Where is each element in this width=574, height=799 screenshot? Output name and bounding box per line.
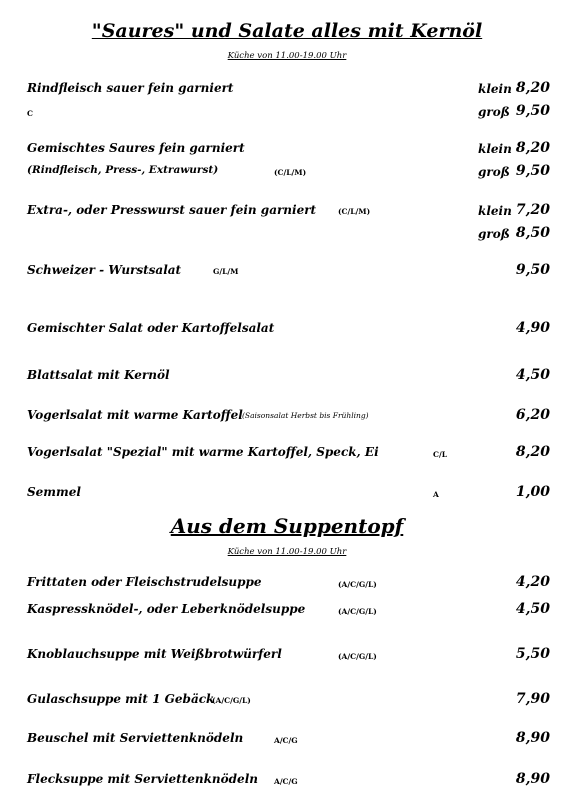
price: 9,50 bbox=[515, 262, 550, 278]
menu-item-name: Kaspressknödel-, oder Leberknödelsuppe bbox=[27, 602, 306, 616]
size-label: klein bbox=[478, 142, 512, 156]
kitchen-hours: Küche von 11.00-19.00 Uhr bbox=[227, 547, 347, 557]
menu-item-name: Rindfleisch sauer fein garniert bbox=[27, 81, 234, 95]
menu-item-name: Vogerlsalat "Spezial" mit warme Kartoffel, Speck, Ei bbox=[27, 445, 379, 459]
price: 5,50 bbox=[515, 646, 550, 662]
menu-item-name: Schweizer - Wurstsalat bbox=[27, 263, 182, 277]
allergen-code: G/L/M bbox=[213, 267, 239, 276]
section-title-soups: Aus dem Suppentopf bbox=[170, 514, 404, 538]
size-label: groß bbox=[478, 165, 510, 179]
price: 7,20 bbox=[515, 202, 550, 218]
price: 4,20 bbox=[515, 574, 550, 590]
price: 6,20 bbox=[515, 407, 550, 423]
kitchen-hours: Küche von 11.00-19.00 Uhr bbox=[227, 51, 347, 61]
allergen-code: (A/C/G/L) bbox=[338, 652, 377, 661]
size-label: groß bbox=[478, 105, 510, 119]
menu-item-name: Beuschel mit Serviettenknödeln bbox=[27, 731, 244, 745]
allergen-code: (A/C/G/L) bbox=[212, 696, 251, 705]
size-label: klein bbox=[478, 204, 512, 218]
price: 8,20 bbox=[515, 80, 550, 96]
price: 9,50 bbox=[515, 163, 550, 179]
price: 4,90 bbox=[515, 320, 550, 336]
price: 8,20 bbox=[515, 444, 550, 460]
price: 4,50 bbox=[515, 601, 550, 617]
price: 8,50 bbox=[515, 225, 550, 241]
menu-item-name: Semmel bbox=[27, 485, 81, 499]
price: 8,90 bbox=[515, 771, 550, 787]
price: 1,00 bbox=[515, 484, 550, 500]
allergen-code: (A/C/G/L) bbox=[338, 607, 377, 616]
price: 8,20 bbox=[515, 140, 550, 156]
menu-item-name: Gulaschsuppe mit 1 Gebäck bbox=[27, 692, 215, 706]
size-label: klein bbox=[478, 82, 512, 96]
size-label: groß bbox=[478, 227, 510, 241]
menu-item-name: Extra-, oder Presswurst sauer fein garniert bbox=[27, 203, 317, 217]
menu-item-name: Gemischtes Saures fein garniert bbox=[27, 141, 245, 155]
allergen-code: A/C/G bbox=[274, 777, 298, 786]
menu-item-name: Vogerlsalat mit warme Kartoffel bbox=[27, 408, 243, 422]
menu-item-name: Gemischter Salat oder Kartoffelsalat bbox=[27, 321, 275, 335]
seasonal-note: (Saisonsalat Herbst bis Frühling) bbox=[242, 411, 369, 420]
menu-item-name: Knoblauchsuppe mit Weißbrotwürferl bbox=[27, 647, 282, 661]
allergen-code: (A/C/G/L) bbox=[338, 580, 377, 589]
section-title-salads: "Saures" und Salate alles mit Kernöl bbox=[91, 20, 483, 42]
menu-item-name: Flecksuppe mit Serviettenknödeln bbox=[27, 772, 258, 786]
price: 4,50 bbox=[515, 367, 550, 383]
menu-item-name: Blattsalat mit Kernöl bbox=[27, 368, 170, 382]
allergen-code: C bbox=[27, 109, 33, 118]
allergen-code: A/C/G bbox=[274, 736, 298, 745]
allergen-code: (C/L/M) bbox=[274, 168, 307, 177]
menu-item-description: (Rindfleisch, Press-, Extrawurst) bbox=[27, 164, 219, 176]
price: 7,90 bbox=[515, 691, 550, 707]
allergen-code: A bbox=[433, 490, 439, 499]
allergen-code: (C/L/M) bbox=[338, 207, 371, 216]
allergen-code: C/L bbox=[433, 450, 447, 459]
price: 9,50 bbox=[515, 103, 550, 119]
price: 8,90 bbox=[515, 730, 550, 746]
menu-item-name: Frittaten oder Fleischstrudelsuppe bbox=[27, 575, 262, 589]
